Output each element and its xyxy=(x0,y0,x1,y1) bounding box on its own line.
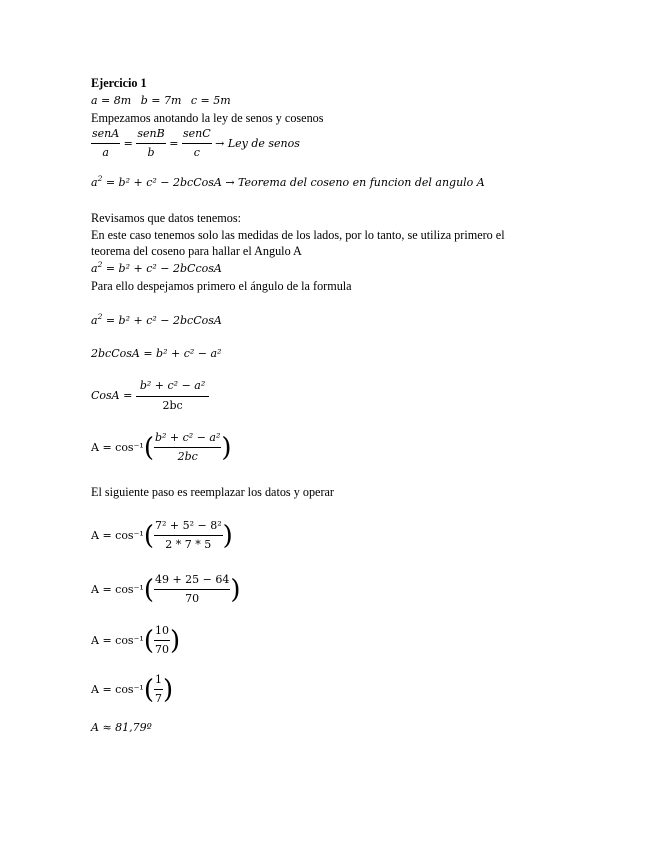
equation-7-fraction xyxy=(154,572,230,607)
denominator: b xyxy=(147,146,155,159)
paren-open: ( xyxy=(143,520,154,551)
denominator: a xyxy=(102,146,109,159)
equation-6 xyxy=(91,518,233,553)
equation-6-fraction xyxy=(154,518,223,553)
paren-open: ( xyxy=(143,432,154,463)
denominator: 7 xyxy=(154,692,162,705)
numerator: 10 xyxy=(154,623,170,641)
fraction-sinc xyxy=(182,126,212,161)
given-values xyxy=(91,93,231,109)
denominator: 2 * 7 * 5 xyxy=(165,538,212,551)
paren-close: ) xyxy=(221,432,232,463)
law-of-sines-label: → Ley de senos xyxy=(215,136,300,150)
denominator: 2bc xyxy=(177,450,198,463)
denominator: 2bc xyxy=(162,399,183,412)
equation-5-fraction xyxy=(154,430,221,465)
equation-9 xyxy=(91,672,173,707)
denominator: 70 xyxy=(154,643,169,656)
law-of-cosines-label: → Teorema del coseno en funcion del angulo A xyxy=(225,176,485,189)
given-c: c = 5m xyxy=(190,94,231,107)
paragraph-explanation-1: En este caso tenemos solo las medidas de los lados, por lo tanto, se utiliza primero el xyxy=(91,228,505,242)
paragraph-data: Revisamos que datos tenemos: xyxy=(91,211,241,225)
equation-4-fraction xyxy=(136,378,209,414)
equation-5 xyxy=(91,430,232,465)
law-of-sines: $\frac{\text{senA}}{a}$ = $\frac{\text{senB}}{b}$ = $\frac{\text{senC}}{c}$ → Ley de senos xyxy=(92,127,300,159)
paren-close: ) xyxy=(169,625,181,656)
equation-9-lhs: A = cos⁻¹ xyxy=(91,682,144,696)
given-b: b = 7m xyxy=(140,94,182,107)
equation-8-fraction xyxy=(154,623,170,658)
numerator: b² + c² − a² xyxy=(154,430,221,448)
equation-7 xyxy=(91,572,241,607)
paragraph-isolate: Para ello despejamos primero el ángulo de la formula xyxy=(91,279,352,293)
numerator: senA xyxy=(91,126,120,144)
final-result: A ≈ 81,79º xyxy=(91,721,152,734)
law-of-cosines: $a^2 = b^2 + c^2$ − 2bcCosA → Teorema del coseno en funcion del angulo A xyxy=(91,174,485,189)
numerator: b² + c² − a² xyxy=(136,378,209,397)
numerator: senB xyxy=(136,126,165,144)
equation-4 xyxy=(91,378,209,414)
equation-3: 2bcCosA = b² + c² − a² xyxy=(91,347,222,360)
fraction-sinb xyxy=(136,126,165,161)
law-of-cosines-rhs: = b² + c² − 2bcCosA xyxy=(105,176,222,189)
equation-1-rhs: = b² + c² − 2bCcosA xyxy=(105,262,222,275)
numerator: 7² + 5² − 8² xyxy=(154,518,223,536)
equation-4-lhs: CosA = xyxy=(91,389,133,402)
denominator: 70 xyxy=(185,592,200,605)
equation-8-lhs: A = cos⁻¹ xyxy=(91,633,144,647)
equation-9-fraction xyxy=(154,672,163,707)
paren-close: ) xyxy=(230,574,241,605)
fraction-sina xyxy=(91,126,120,161)
equation-7-lhs: A = cos⁻¹ xyxy=(91,582,144,596)
paren-open: ( xyxy=(143,674,154,705)
equation-6-lhs: A = cos⁻¹ xyxy=(91,528,144,542)
exercise-title: Ejercicio 1 xyxy=(91,76,147,90)
paragraph-substitute: El siguiente paso es reemplazar los datos y operar xyxy=(91,485,334,499)
equation-2-rhs: = b² + c² − 2bcCosA xyxy=(105,314,222,327)
paragraph-explanation-2: teorema del coseno para hallar el Angulo A xyxy=(91,244,302,258)
equation-8 xyxy=(91,623,180,658)
paren-close: ) xyxy=(162,674,174,705)
paren-open: ( xyxy=(143,574,154,605)
denominator: c xyxy=(193,146,200,159)
given-a: a = 8m xyxy=(91,94,132,107)
paren-close: ) xyxy=(222,520,233,551)
paragraph-intro: Empezamos anotando la ley de senos y cosenos xyxy=(91,111,324,125)
numerator: senC xyxy=(182,126,212,144)
equation-2: $a^2 = b^2 + c^2$ − 2bcCosA xyxy=(91,312,222,327)
equation-1: $a^2 = b^2 + c^2 - 2bCcosA$ xyxy=(91,260,222,275)
paren-open: ( xyxy=(143,625,154,656)
numerator: 1 xyxy=(154,672,163,690)
numerator: 49 + 25 − 64 xyxy=(154,572,230,590)
equation-5-lhs: A = cos⁻¹ xyxy=(91,440,144,454)
